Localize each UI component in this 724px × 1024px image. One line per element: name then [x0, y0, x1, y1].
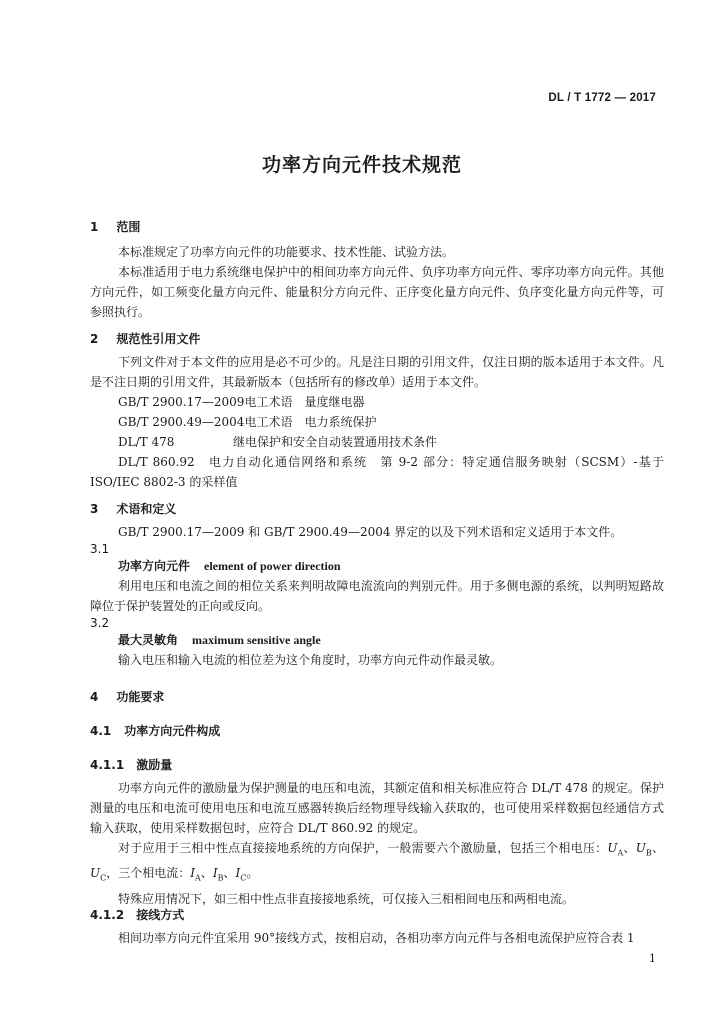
reference-title: 继电保护和安全自动装置通用技术条件 [233, 435, 438, 449]
reference-item [90, 432, 664, 452]
section-number: 4.1 [90, 724, 112, 738]
section-title: 功率方向元件构成 [124, 724, 221, 738]
reference-title: 电工术语 量度继电器 [244, 395, 365, 409]
document-title: 功率方向元件技术规范 [261, 154, 462, 176]
paragraph: 功率方向元件的激励量为保护测量的电压和电流，其额定值和相关标准应符合 DL/T 478 的规定。保护测量的电压和电流可使用电压和电流互感器转换后经物理导线输入获取的，也可使用采样数据包经通信方式输入获取，使用采样数据包时，应符合 DL/T 860.92 的规定。 [90, 781, 664, 835]
term-en: element of power direction [204, 559, 341, 573]
term-en: maximum sensitive angle [192, 633, 321, 647]
section-3-body [90, 522, 664, 670]
reference-code: DL/T 478 [118, 435, 175, 449]
section-title: 接线方式 [136, 908, 185, 922]
section-number: 1 [90, 220, 99, 234]
section-number: 4 [90, 690, 99, 704]
section-title: 激励量 [136, 758, 173, 772]
reference-item [90, 392, 664, 412]
paragraph: GB/T 2900.17—2009 和 GB/T 2900.49—2004 界定的以及下列术语和定义适用于本文件。 [118, 525, 623, 539]
term-heading [90, 630, 664, 650]
section-4-1-2-body [90, 928, 664, 948]
section-number: 4.1.2 [90, 908, 125, 922]
term-definition: 输入电压和输入电流的相位差为这个角度时，功率方向元件动作最灵敏。 [118, 653, 503, 667]
section-1-body [90, 242, 664, 322]
section-2-body [90, 352, 664, 492]
paragraph: 特殊应用情况下，如三相中性点非直接接地系统，可仅接入三相相间电压和两相电流。 [118, 891, 575, 906]
term-number: 3.1 [90, 542, 110, 556]
paragraph: 下列文件对于本文件的应用是必不可少的。凡是注日期的引用文件，仅注日期的版本适用于本文件。凡是不注日期的引用文件，其最新版本（包括所有的修改单）适用于本文件。 [90, 355, 664, 389]
paragraph: 本标准适用于电力系统继电保护中的相间功率方向元件、负序功率方向元件、零序功率方向元件。其他方向元件，如工频变化量方向元件、能量积分方向元件、正序变化量方向元件、负序变化量方向元件等，可参照执行。 [90, 265, 664, 319]
section-title: 术语和定义 [116, 502, 177, 516]
paragraph-excitation: 对于应用于三相中性点直接接地系统的方向保护，一般需要六个激励量，包括三个相电压：$U_A$、$U_B$、$U_C$，三个相电流：$I_A$、$I_B$、$I_C$。 [90, 841, 664, 883]
section-4-1-1-heading [90, 756, 664, 773]
paragraph: 相间功率方向元件宜采用 90°接线方式，按相启动，各相功率方向元件与各相电流保护应符合表 1 [118, 931, 635, 945]
section-4-1-heading [90, 722, 664, 739]
section-title: 规范性引用文件 [116, 332, 201, 346]
term-zh: 最大灵敏角 [118, 633, 179, 647]
section-4-1-2-heading [90, 906, 664, 923]
section-title: 功能要求 [116, 690, 165, 704]
term-number: 3.2 [90, 616, 110, 630]
section-1-heading [90, 218, 664, 235]
section-4-1-1-body [90, 778, 664, 909]
section-title: 范围 [116, 220, 141, 234]
paragraph: 本标准规定了功率方向元件的功能要求、技术性能、试验方法。 [118, 245, 455, 259]
section-2-heading [90, 330, 664, 347]
section-number: 4.1.1 [90, 758, 125, 772]
term-zh: 功率方向元件 [118, 559, 191, 573]
document-code: DL / T 1772 — 2017 [548, 92, 656, 104]
page-number: 1 [649, 952, 656, 965]
reference-item-long: DL/T 860.92 电力自动化通信网络和系统 第 9-2 部分：特定通信服务映射（SCSM）-基于 ISO/IEC 8802-3 的采样值 [90, 455, 664, 489]
reference-title: 电工术语 电力系统保护 [244, 415, 377, 429]
section-number: 2 [90, 332, 99, 346]
reference-item [90, 412, 664, 432]
reference-code: GB/T 2900.17—2009 [118, 395, 245, 409]
section-number: 3 [90, 502, 99, 516]
section-3-heading [90, 500, 664, 517]
term-definition: 利用电压和电流之间的相位关系来判明故障电流流向的判别元件。用于多侧电源的系统，以判明短路故障位于保护装置处的正向或反向。 [90, 579, 664, 613]
term-heading [90, 556, 664, 576]
section-4-heading [90, 688, 664, 705]
reference-code: GB/T 2900.49—2004 [118, 415, 245, 429]
